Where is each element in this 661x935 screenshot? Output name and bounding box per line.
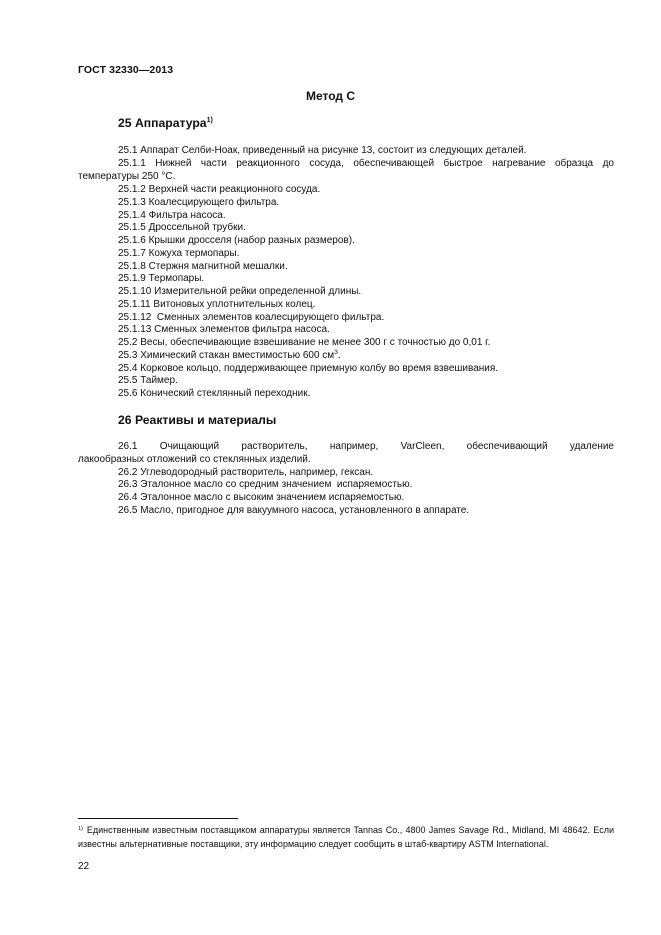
section-26-title: 26 Реактивы и материалы — [118, 413, 277, 427]
footnote-text: Единственным известным поставщиком аппаратуры является Tannas Co., 4800 James Savage Rd., Midland, MI 48642. Если известны альтернативные поставщики, эту информацию следует сообщить в штаб-квартиру ASTM International. — [78, 825, 614, 849]
para-26-3: 26.3 Эталонное масло со средним значением испаряемостью. — [118, 479, 413, 490]
para-25-1-4: 25.1.4 Фильтра насоса. — [118, 210, 226, 221]
para-26-1-line1: 26.1 Очищающий растворитель, например, VarCleen, обеспечивающий удаление — [118, 441, 614, 452]
para-25-1-10: 25.1.10 Измерительной рейки определенной длины. — [118, 286, 362, 297]
page-number: 22 — [78, 861, 90, 872]
section-25-title-text: 25 Аппаратура — [118, 116, 207, 130]
footnote-mark: 1) — [78, 826, 83, 832]
para-25-3-text: 25.3 Химический стакан вместимостью 600 см — [118, 350, 335, 361]
method-title: Метод С — [305, 89, 356, 103]
para-25-1-8: 25.1.8 Стержня магнитной мешалки. — [118, 261, 288, 272]
footnote — [78, 825, 614, 850]
para-25-5: 25.5 Таймер. — [118, 375, 178, 386]
para-25-1-12: 25.1.12 Сменных элементов коалесцирующего фильтра. — [118, 312, 385, 323]
para-25-1-6: 25.1.6 Крышки дросселя (набор разных размеров). — [118, 235, 355, 246]
para-25-1-1-line1: 25.1.1 Нижней части реакционного сосуда, обеспечивающей быстрое нагревание образца до — [118, 158, 614, 169]
para-26-4: 26.4 Эталонное масло с высоким значением испаряемостью. — [118, 492, 405, 503]
section-25-title — [118, 116, 213, 130]
para-25-3 — [118, 350, 341, 364]
footnote-ref: 1) — [206, 117, 213, 124]
para-25-1-11: 25.1.11 Витоновых уплотнительных колец. — [118, 299, 316, 310]
para-25-6: 25.6 Конический стеклянный переходник. — [118, 388, 311, 399]
footnote-divider — [78, 818, 238, 819]
para-25-2: 25.2 Весы, обеспечивающие взвешивание не менее 300 г с точностью до 0,01 г. — [118, 337, 491, 348]
para-26-5: 26.5 Масло, пригодное для вакуумного насоса, установленного в аппарате. — [118, 505, 470, 516]
para-25-1-13: 25.1.13 Сменных элементов фильтра насоса. — [118, 324, 330, 335]
para-25-1-5: 25.1.5 Дроссельной трубки. — [118, 222, 246, 233]
para-25-1-3: 25.1.3 Коалесцирующего фильтра. — [118, 197, 280, 208]
para-26-2: 26.2 Углеводородный растворитель, например, гексан. — [118, 467, 374, 478]
para-25-1-7: 25.1.7 Кожуха термопары. — [118, 248, 240, 259]
para-25-1: 25.1 Аппарат Селби-Ноак, приведенный на рисунке 13, состоит из следующих деталей. — [118, 145, 527, 156]
para-25-1-2: 25.1.2 Верхней части реакционного сосуда. — [118, 184, 321, 195]
para-25-4: 25.4 Корковое кольцо, поддерживающее приемную колбу во время взвешивания. — [118, 363, 499, 374]
document-code: ГОСТ 32330—2013 — [78, 64, 174, 76]
para-25-1-9: 25.1.9 Термопары. — [118, 273, 205, 284]
superscript-3: 3 — [334, 349, 338, 356]
para-25-3-end: . — [337, 350, 341, 361]
para-26-1-line2: лакообразных отложений со стеклянных изделий. — [78, 454, 311, 465]
para-25-1-1-line2: температуры 250 °С. — [78, 171, 176, 182]
